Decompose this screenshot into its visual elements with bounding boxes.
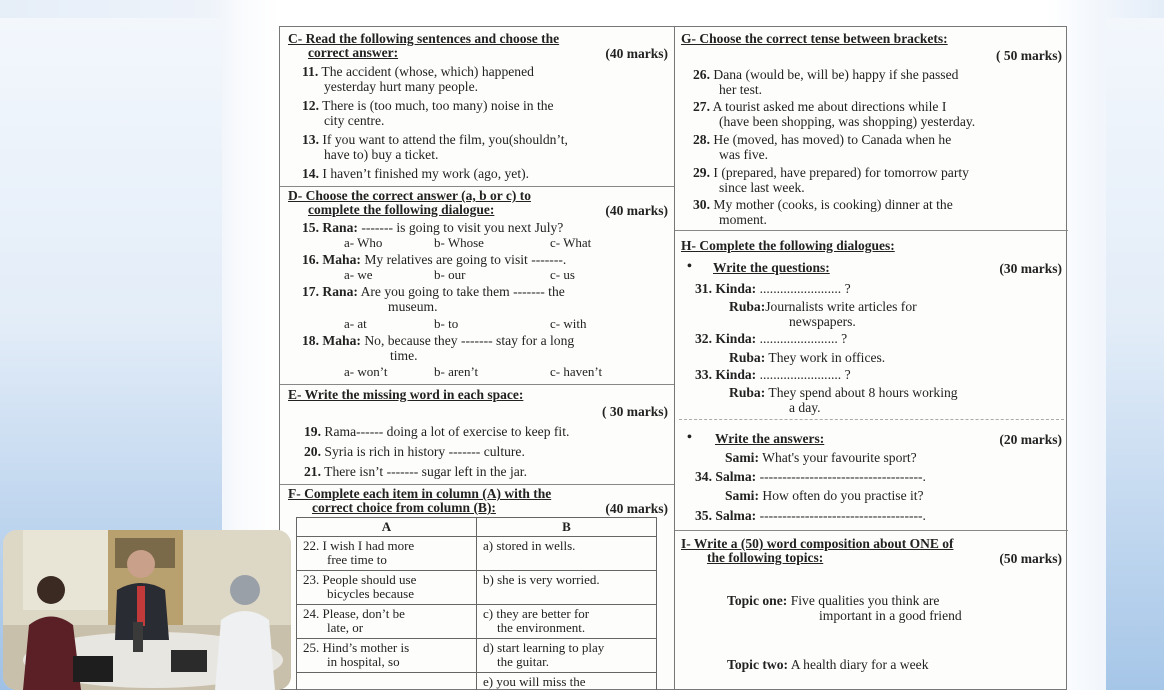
question-26: 26. Dana (would be, will be) happy if she passed her test. [693, 67, 959, 97]
column-b-header: B [477, 518, 657, 537]
section-i-marks: (50 marks) [999, 551, 1062, 566]
question-34: 34. Salma: ------------------------------------. [695, 469, 926, 484]
topic-one: Topic one: Five qualities you think are important in a good friend [727, 593, 962, 623]
exam-right-column [675, 27, 1068, 690]
video-overlay[interactable] [3, 530, 291, 690]
question-11: 11. The accident (whose, which) happened yesterday hurt many people. [302, 64, 534, 94]
write-questions-marks: (30 marks) [999, 261, 1062, 276]
question-27: 27. A tourist asked me about directions while I (have been shopping, was shopping) yesterday. [693, 99, 976, 129]
question-31-answer: Ruba:Journalists write articles for newspapers. [729, 299, 917, 329]
question-32: 32. Kinda: ....................... ? [695, 331, 848, 346]
question-16: 16. Maha: My relatives are going to visit -------. [302, 252, 567, 267]
question-17: 17. Rana: Are you going to take them ------- the museum. [302, 284, 565, 314]
table-row [297, 571, 657, 605]
section-e-title: E- Write the missing word in each space: [288, 387, 524, 402]
table-row [297, 673, 657, 690]
section-g-marks: ( 50 marks) [996, 48, 1062, 63]
question-13: 13. If you want to attend the film, you(shouldn’t, have to) buy a ticket. [302, 132, 568, 162]
question-15: 15. Rana: ------- is going to visit you next July? [302, 220, 564, 235]
question-31: 31. Kinda: ........................ ? [695, 281, 851, 296]
write-answers-marks: (20 marks) [999, 432, 1062, 447]
section-c-marks: (40 marks) [605, 46, 668, 61]
section-g-title: G- Choose the correct tense between brackets: [681, 31, 948, 46]
question-28: 28. He (moved, has moved) to Canada when he was five. [693, 132, 952, 162]
section-d-title: D- Choose the correct answer (a, b or c) to complete the following dialogue: [288, 188, 531, 217]
question-12: 12. There is (too much, too many) noise in the city centre. [302, 98, 554, 128]
question-35: 35. Salma: ------------------------------------. [695, 508, 926, 523]
table-cell-b: d) start learning to play the guitar. [477, 639, 657, 673]
section-d: D- Choose the correct answer (a, b or c) to complete the following dialogue: (40 marks) 15. Rana: ------- is going to visit you next July? a- Who b- Whose c- What 16. Maha: My relatives are going to visit -------. a- we b- our c- us 17. Rana: Are you going to take them ------- the museum. a- at b- to c- with 18. Maha: No, because they ------- stay for a long time. a- won’t b- aren’t c- haven’t [280, 187, 674, 385]
section-c [280, 27, 674, 187]
question-30: 30. My mother (cooks, is cooking) dinner at the moment. [693, 197, 953, 227]
matching-table [296, 517, 657, 690]
background-right-panel [1106, 18, 1164, 690]
question-35-prompt: Sami: How often do you practise it? [725, 488, 924, 503]
question-32-answer: Ruba: They work in offices. [729, 350, 886, 365]
question-18: 18. Maha: No, because they ------- stay for a long time. [302, 333, 575, 363]
table-cell-a: 24. Please, don’t be late, or [297, 605, 477, 639]
table-cell-a: 22. I wish I had more free time to [297, 537, 477, 571]
table-row [297, 605, 657, 639]
exam-paper [279, 26, 1067, 690]
section-e [280, 385, 674, 485]
section-h [675, 231, 1068, 531]
section-g [675, 27, 1068, 231]
table-cell-b: e) you will miss the [477, 673, 657, 690]
section-h-title: H- Complete the following dialogues: [681, 238, 895, 253]
question-29: 29. I (prepared, have prepared) for tomorrow party since last week. [693, 165, 969, 195]
write-answers-title: Write the answers: [715, 431, 825, 446]
table-cell-a [297, 673, 477, 690]
section-f-marks: (40 marks) [605, 501, 668, 516]
table-cell-a: 25. Hind’s mother is in hospital, so [297, 639, 477, 673]
section-c-title: C- Read the following sentences and choose the correct answer: [288, 31, 560, 60]
divider [679, 419, 1064, 420]
section-d-marks: (40 marks) [605, 203, 668, 218]
question-33-answer: Ruba: They spend about 8 hours working a day. [729, 385, 958, 415]
table-row [297, 537, 657, 571]
topic-two: Topic two: A health diary for a week [727, 657, 929, 672]
bullet-icon: • [687, 430, 692, 445]
question-14: 14. I haven’t finished my work (ago, yet). [302, 166, 530, 181]
table-cell-a: 23. People should use bicycles because [297, 571, 477, 605]
question-21: 21. There isn’t ------- sugar left in the jar. [304, 464, 527, 479]
question-33: 33. Kinda: ........................ ? [695, 367, 851, 382]
section-e-marks: ( 30 marks) [602, 404, 668, 419]
question-19: 19. Rama------ doing a lot of exercise to keep fit. [304, 424, 570, 439]
table-cell-b: c) they are better for the environment. [477, 605, 657, 639]
table-row [297, 639, 657, 673]
bullet-icon: • [687, 259, 692, 274]
table-cell-b: a) stored in wells. [477, 537, 657, 571]
question-34-prompt: Sami: What's your favourite sport? [725, 450, 917, 465]
table-cell-b: b) she is very worried. [477, 571, 657, 605]
section-i-title: I- Write a (50) word composition about ONE of the following topics: [681, 536, 954, 565]
section-f-title: F- Complete each item in column (A) with the correct choice from column (B): [288, 486, 552, 515]
write-questions-title: Write the questions: [713, 260, 830, 275]
video-scene [3, 530, 291, 690]
section-i [675, 531, 1068, 690]
question-20: 20. Syria is rich in history ------- culture. [304, 444, 525, 459]
exam-left-column [280, 27, 675, 690]
column-a-header: A [297, 518, 477, 537]
